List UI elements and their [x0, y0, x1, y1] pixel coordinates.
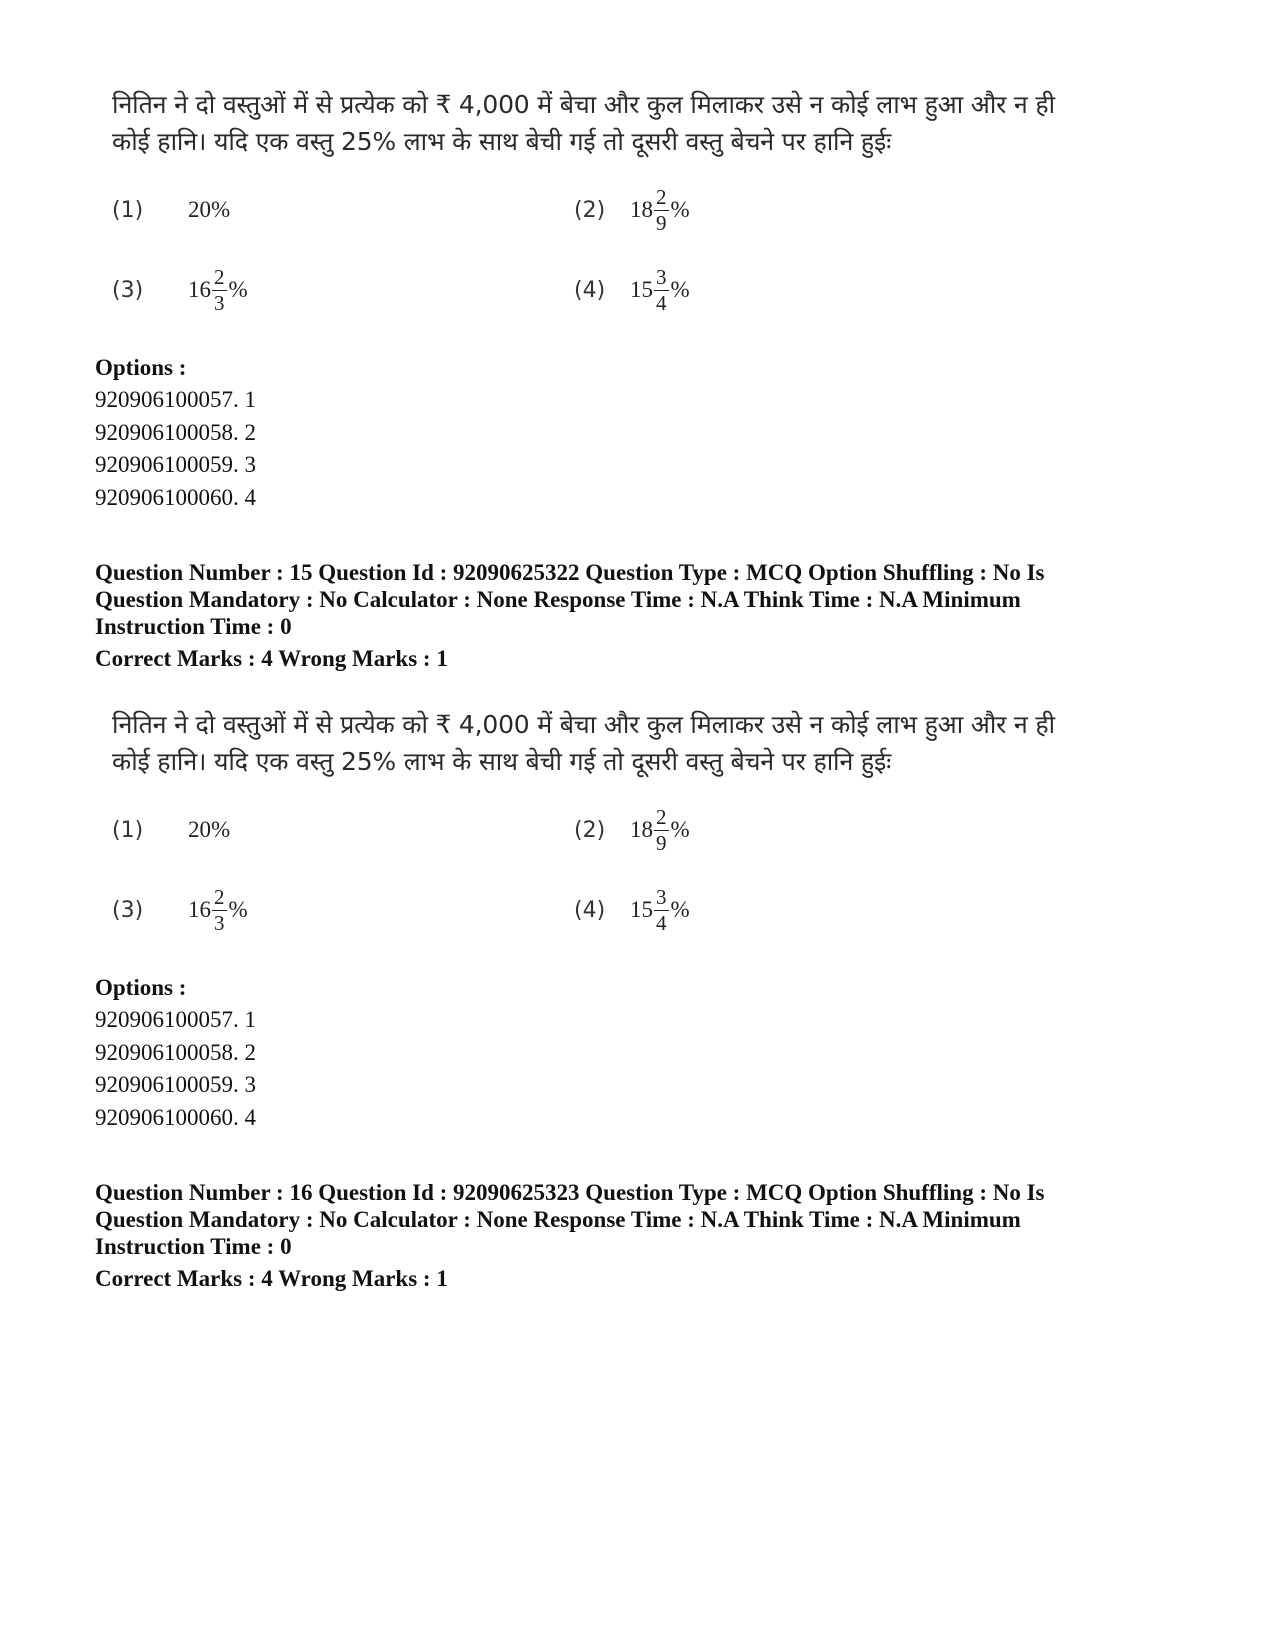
- options-label: Options :: [95, 975, 187, 1000]
- option-id-line: 920906100059. 3: [95, 452, 256, 477]
- question-image: [112, 706, 1112, 935]
- marks-line: Correct Marks : 4 Wrong Marks : 1: [95, 646, 448, 671]
- option-number: (3): [112, 277, 144, 303]
- option-id-line: 920906100058. 2: [95, 1039, 256, 1065]
- option-suffix: %: [670, 197, 690, 222]
- option-1: [112, 180, 230, 240]
- option-value: [188, 817, 230, 843]
- options-block: [95, 352, 1195, 514]
- option-suffix: %: [670, 817, 690, 842]
- fraction-numerator: 2: [214, 884, 225, 909]
- meta-line: Question Number : 16 Question Id : 92090625323 Question Type : MCQ Option Shuffling : No Is: [95, 1180, 1045, 1205]
- option-3: [112, 260, 248, 320]
- meta-line: Instruction Time : 0: [95, 1234, 292, 1259]
- option-3: [112, 880, 248, 940]
- option-id-line: 920906100057. 1: [95, 387, 256, 412]
- question-text-line: कोई हानि। यदि एक वस्तु 25% लाभ के साथ बेची गई तो दूसरी वस्तु बेचने पर हानि हुईः: [112, 127, 892, 156]
- option-4: [574, 260, 690, 320]
- option-value: [630, 804, 690, 855]
- fraction-denominator: 9: [656, 210, 667, 235]
- fraction-denominator: 4: [656, 910, 667, 935]
- option-whole: 15: [630, 897, 653, 922]
- option-number: (1): [112, 817, 144, 843]
- option-whole: 18: [630, 817, 653, 842]
- option-whole: 15: [630, 277, 653, 302]
- option-number: (1): [112, 197, 144, 223]
- option-value: [630, 264, 690, 315]
- option-row: [112, 800, 1112, 860]
- fraction: [654, 264, 669, 315]
- fraction-numerator: 3: [656, 884, 667, 909]
- option-id-line: 920906100060. 4: [95, 1104, 256, 1130]
- option-id-line: 920906100059. 3: [95, 1072, 256, 1097]
- fraction-numerator: 3: [656, 264, 667, 289]
- meta-line: Question Mandatory : No Calculator : None Response Time : N.A Think Time : N.A Minimum: [95, 1207, 1021, 1232]
- option-row: [112, 180, 1112, 240]
- fraction-denominator: 3: [214, 910, 225, 935]
- fraction: [654, 884, 669, 935]
- question-text-line: नितिन ने दो वस्तुओं में से प्रत्येक को ₹ 4,000 में बेचा और कुल मिलाकर उसे न कोई लाभ हुआ और न ही: [112, 90, 1055, 119]
- option-number: (2): [574, 817, 606, 843]
- question-text: [112, 706, 1112, 780]
- meta-line: Question Mandatory : No Calculator : None Response Time : N.A Think Time : N.A Minimum: [95, 587, 1021, 612]
- option-whole: 16: [188, 897, 211, 922]
- option-number: (4): [574, 277, 606, 303]
- option-id-line: 920906100058. 2: [95, 419, 256, 445]
- option-whole: 20%: [188, 197, 231, 222]
- option-id-line: 920906100057. 1: [95, 1007, 256, 1032]
- option-value: [188, 884, 248, 935]
- option-value: [188, 264, 248, 315]
- option-number: (4): [574, 897, 606, 923]
- fraction-denominator: 4: [656, 290, 667, 315]
- option-2: [574, 180, 690, 240]
- question-text: [112, 86, 1112, 160]
- question-text-line: कोई हानि। यदि एक वस्तु 25% लाभ के साथ बेची गई तो दूसरी वस्तु बेचने पर हानि हुईः: [112, 747, 892, 776]
- options-label: Options :: [95, 355, 187, 380]
- fraction: [654, 184, 669, 235]
- option-id-line: 920906100060. 4: [95, 484, 256, 510]
- option-1: [112, 800, 230, 860]
- fraction-denominator: 3: [214, 290, 225, 315]
- fraction: [654, 804, 669, 855]
- fraction-numerator: 2: [214, 264, 225, 289]
- fraction-denominator: 9: [656, 830, 667, 855]
- option-value: [630, 884, 690, 935]
- option-row: [112, 260, 1112, 320]
- fraction: [212, 884, 227, 935]
- option-suffix: %: [670, 897, 690, 922]
- option-value: [188, 197, 230, 223]
- option-4: [574, 880, 690, 940]
- fraction-numerator: 2: [656, 804, 667, 829]
- option-number: (2): [574, 197, 606, 223]
- question-text-line: नितिन ने दो वस्तुओं में से प्रत्येक को ₹ 4,000 में बेचा और कुल मिलाकर उसे न कोई लाभ हुआ और न ही: [112, 710, 1055, 739]
- question-meta: [95, 559, 1195, 672]
- meta-line: Instruction Time : 0: [95, 614, 292, 639]
- option-2: [574, 800, 690, 860]
- option-whole: 16: [188, 277, 211, 302]
- option-suffix: %: [228, 897, 248, 922]
- option-row: [112, 880, 1112, 940]
- option-whole: 20%: [188, 817, 231, 842]
- question-meta: [95, 1179, 1195, 1292]
- option-suffix: %: [670, 277, 690, 302]
- option-value: [630, 184, 690, 235]
- option-suffix: %: [228, 277, 248, 302]
- fraction: [212, 264, 227, 315]
- option-number: (3): [112, 897, 144, 923]
- marks-line: Correct Marks : 4 Wrong Marks : 1: [95, 1266, 448, 1291]
- question-image: [112, 86, 1112, 315]
- options-block: [95, 972, 1195, 1134]
- fraction-numerator: 2: [656, 184, 667, 209]
- meta-line: Question Number : 15 Question Id : 92090625322 Question Type : MCQ Option Shuffling : No Is: [95, 560, 1045, 585]
- option-whole: 18: [630, 197, 653, 222]
